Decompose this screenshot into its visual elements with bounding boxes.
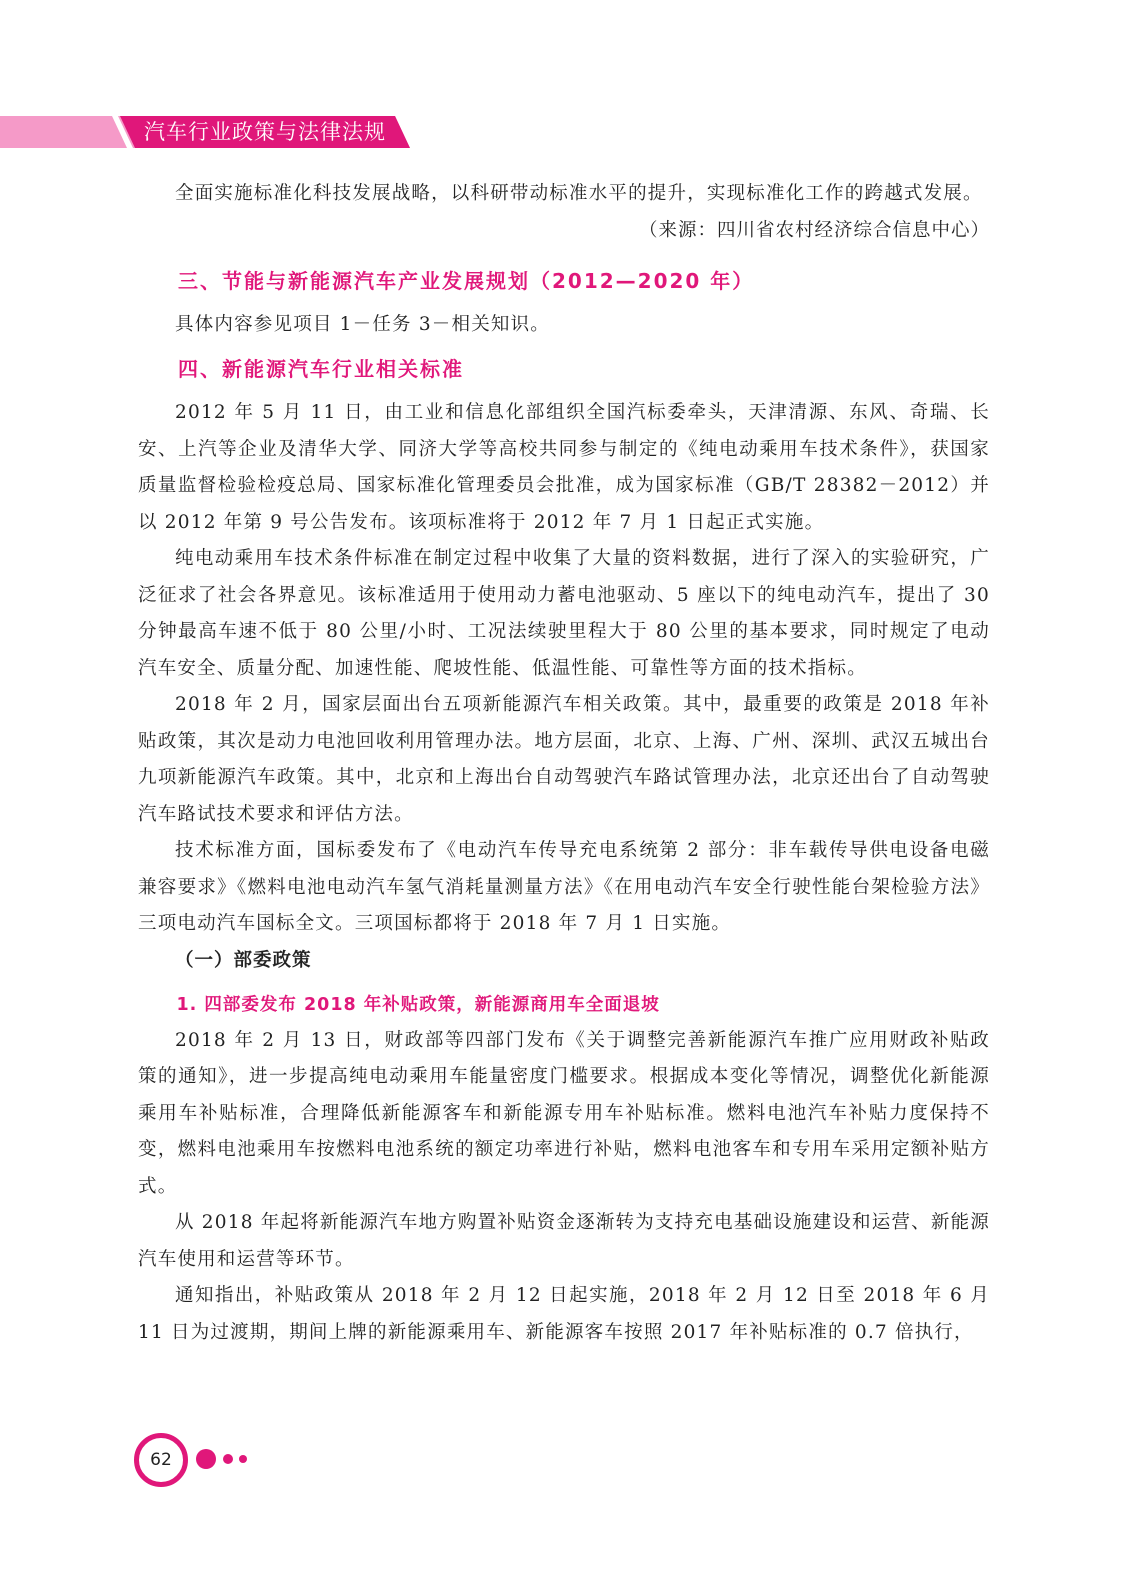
page-footer xyxy=(134,1433,274,1489)
footer-dot-large xyxy=(196,1449,216,1469)
paragraph-1: 全面实施标准化科技发展战略，以科研带动标准水平的提升，实现标准化工作的跨越式发展。 xyxy=(175,183,983,204)
footer-dot-small xyxy=(239,1455,247,1463)
paragraph-9: 通知指出，补贴政策从 2018 年 2 月 12 日起实施，2018 年 2 月 12 日至 2018 年 6 月 11 日为过渡期，期间上牌的新能源乘用车、新能源客车按照 2017 年补贴标准的 0.7 倍执行， xyxy=(138,1285,990,1343)
running-header-title: 汽车行业政策与法律法规 xyxy=(144,120,386,144)
paragraph-8: 从 2018 年起将新能源汽车地方购置补贴资金逐渐转为支持充电基础设施建设和运营、新能源汽车使用和运营等环节。 xyxy=(138,1212,990,1270)
paragraph-5: 2018 年 2 月，国家层面出台五项新能源汽车相关政策。其中，最重要的政策是 2018 年补贴政策，其次是动力电池回收利用管理办法。地方层面，北京、上海、广州、深圳、武汉五城出台九项新能源汽车政策。其中，北京和上海出台自动驾驶汽车路试管理办法，北京还出台了自动驾驶汽车路试技术要求和评估方法。 xyxy=(138,694,990,825)
page-number: 62 xyxy=(150,1450,172,1470)
paragraph-7: 2018 年 2 月 13 日，财政部等四部门发布《关于调整完善新能源汽车推广应用财政补贴政策的通知》，进一步提高纯电动乘用车能量密度门槛要求。根据成本变化等情况，调整优化新能源乘用车补贴标准，合理降低新能源客车和新能源专用车补贴标准。燃料电池汽车补贴力度保持不变，燃料电池乘用车按燃料电池系统的额定功率进行补贴，燃料电池客车和专用车采用定额补贴方式。 xyxy=(138,1029,990,1197)
section-heading-4: 四、新能源汽车行业相关标准 xyxy=(178,357,464,381)
source-note: （来源：四川省农村经济综合信息中心） xyxy=(638,219,990,241)
paragraph-6: 技术标准方面，国标委发布了《电动汽车传导充电系统第 2 部分：非车载传导供电设备电磁兼容要求》《燃料电池电动汽车氢气消耗量测量方法》《在用电动汽车安全行驶性能台架检验方法》三项电动汽车国标全文。三项国标都将于 2018 年 7 月 1 日实施。 xyxy=(138,840,990,934)
paragraph-4: 纯电动乘用车技术条件标准在制定过程中收集了大量的资料数据，进行了深入的实验研究，广泛征求了社会各界意见。该标准适用于使用动力蓄电池驱动、5 座以下的纯电动汽车，提出了 30 分钟最高车速不低于 80 公里/小时、工况法续驶里程大于 80 公里的基本要求，同时规定了电动汽车安全、质量分配、加速性能、爬坡性能、低温性能、可靠性等方面的技术指标。 xyxy=(138,548,990,679)
footer-dot-medium xyxy=(223,1454,233,1464)
section-heading-3: 三、节能与新能源汽车产业发展规划（2012—2020 年） xyxy=(178,268,755,293)
subheading-ministry-policy: （一）部委政策 xyxy=(175,949,312,971)
paragraph-3: 2012 年 5 月 11 日，由工业和信息化部组织全国汽标委牵头，天津清源、东风、奇瑞、长安、上汽等企业及清华大学、同济大学等高校共同参与制定的《纯电动乘用车技术条件》，获国家质量监督检验检疫总局、国家标准化管理委员会批准，成为国家标准（GB/T 28382－2012）并以 2012 年第 9 号公告发布。该项标准将于 2012 年 7 月 1 日起正式实施。 xyxy=(138,402,990,533)
page-body xyxy=(138,176,990,1351)
paragraph-2: 具体内容参见项目 1－任务 3－相关知识。 xyxy=(175,313,551,335)
subheading-subsidy-policy: 1. 四部委发布 2018 年补贴政策，新能源商用车全面退坡 xyxy=(176,994,660,1015)
page-number-circle xyxy=(134,1433,188,1487)
